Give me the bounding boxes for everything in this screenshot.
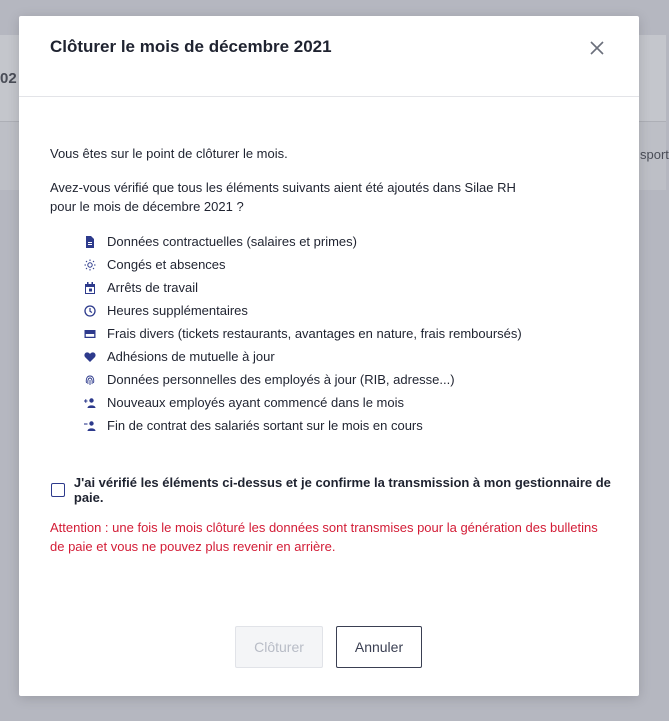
checklist <box>83 230 522 437</box>
close-month-dialog <box>19 16 639 696</box>
person-add-icon <box>83 396 97 410</box>
list-item-label: Congés et absences <box>107 257 226 272</box>
clock-icon <box>83 304 97 318</box>
list-item-label: Données personnelles des employés à jour (RIB, adresse...) <box>107 372 455 387</box>
calendar-icon <box>83 281 97 295</box>
list-item <box>83 391 522 414</box>
list-item <box>83 276 522 299</box>
close-month-button[interactable]: Clôturer <box>235 626 323 668</box>
list-item <box>83 345 522 368</box>
list-item <box>83 299 522 322</box>
confirm-row <box>51 475 639 505</box>
list-item-label: Nouveaux employés ayant commencé dans le mois <box>107 395 404 410</box>
close-icon <box>590 41 604 55</box>
question-text: Avez-vous vérifié que tous les éléments suivants aient été ajoutés dans Silae RH pour le mois de décembre 2021 ? <box>50 180 516 214</box>
credit-card-icon <box>83 327 97 341</box>
list-item-label: Données contractuelles (salaires et primes) <box>107 234 357 249</box>
warning-text: Attention : une fois le mois clôturé les données sont transmises pour la génération des bulletins de paie et vous ne pouvez plus revenir en arrière. <box>50 520 598 554</box>
background-text-left: 02 <box>0 70 17 87</box>
document-icon <box>83 235 97 249</box>
person-remove-icon <box>83 419 97 433</box>
dialog-header <box>19 16 639 97</box>
background-text-right: sport <box>640 147 669 162</box>
list-item-label: Fin de contrat des salariés sortant sur le mois en cours <box>107 418 423 433</box>
dialog-title: Clôturer le mois de décembre 2021 <box>50 37 332 56</box>
cancel-button[interactable]: Annuler <box>336 626 422 668</box>
close-button[interactable] <box>585 36 609 60</box>
intro-text: Vous êtes sur le point de clôturer le mois. <box>50 146 288 161</box>
list-item <box>83 368 522 391</box>
list-item-label: Arrêts de travail <box>107 280 199 295</box>
list-item <box>83 322 522 345</box>
list-item <box>83 253 522 276</box>
list-item-label: Adhésions de mutuelle à jour <box>107 349 275 364</box>
list-item-label: Frais divers (tickets restaurants, avantages en nature, frais remboursés) <box>107 326 522 341</box>
heart-icon <box>83 350 97 364</box>
confirm-checkbox-label[interactable]: J'ai vérifié les éléments ci-dessus et je confirme la transmission à mon gestionnaire de paie. <box>73 475 611 505</box>
confirm-checkbox[interactable] <box>51 483 65 497</box>
list-item <box>83 414 522 437</box>
sun-icon <box>83 258 97 272</box>
fingerprint-icon <box>83 373 97 387</box>
list-item <box>83 230 522 253</box>
list-item-label: Heures supplémentaires <box>107 303 248 318</box>
